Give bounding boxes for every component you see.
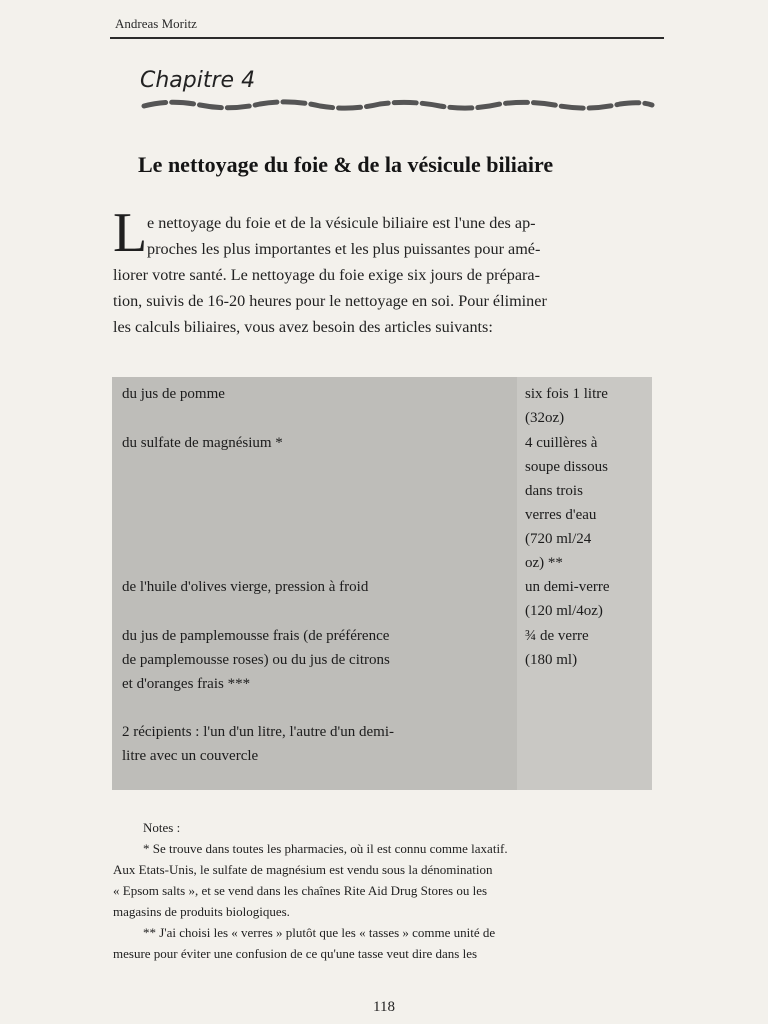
notes-section: [113, 817, 669, 964]
supply-quantity: [525, 624, 650, 672]
supply-quantity-line: un demi-verre: [525, 579, 610, 595]
supply-quantity-line: (120 ml/4oz): [525, 603, 603, 619]
supply-item-line: de l'huile d'olives vierge, pression à froid: [122, 579, 369, 595]
page-number: 118: [373, 999, 395, 1015]
supply-quantity-line: 4 cuillères à: [525, 435, 598, 451]
supply-quantity: [525, 575, 650, 623]
supply-item: [122, 624, 512, 696]
supply-item-line: du jus de pamplemousse frais (de préférence: [122, 628, 390, 644]
intro-line: tion, suivis de 16-20 heures pour le nettoyage en soi. Pour éliminer: [113, 292, 547, 310]
supply-item-line: 2 récipients : l'un d'un litre, l'autre d'un demi-: [122, 724, 394, 740]
chapter-ornament: [140, 97, 656, 113]
supply-item: [122, 382, 512, 406]
supply-item-line: du jus de pomme: [122, 386, 225, 402]
supply-quantity-line: dans trois: [525, 483, 583, 499]
chapter-label: Chapitre 4: [140, 68, 256, 93]
running-head: Andreas Moritz: [115, 16, 197, 31]
supply-quantity-line: (720 ml/24: [525, 531, 592, 547]
notes-heading: Notes :: [143, 820, 181, 835]
drop-cap: L: [113, 202, 148, 264]
supply-quantity-line: ¾ de verre: [525, 628, 589, 644]
intro-paragraph: [113, 202, 668, 340]
supply-quantity: [525, 382, 650, 430]
intro-line: proches les plus importantes et les plus puissantes pour amé-: [147, 240, 541, 258]
supply-quantity-line: (180 ml): [525, 652, 578, 668]
supply-item: [122, 431, 512, 455]
intro-line: les calculs biliaires, vous avez besoin des articles suivants:: [113, 318, 493, 336]
chapter-title: Le nettoyage du foie & de la vésicule biliaire: [138, 152, 554, 177]
supply-quantity-line: oz) **: [525, 555, 563, 571]
supply-item-line: du sulfate de magnésium *: [122, 435, 283, 451]
supply-quantity-line: verres d'eau: [525, 507, 597, 523]
supply-quantity-line: (32oz): [525, 410, 565, 426]
supply-quantity: [525, 431, 650, 575]
supply-item-line: litre avec un couvercle: [122, 748, 259, 764]
supplies-table: [112, 377, 652, 790]
supply-item: [122, 575, 512, 599]
supply-item-line: de pamplemousse roses) ou du jus de citrons: [122, 652, 390, 668]
intro-line: liorer votre santé. Le nettoyage du foie exige six jours de prépara-: [113, 266, 541, 284]
intro-line: e nettoyage du foie et de la vésicule biliaire est l'une des ap-: [147, 214, 536, 232]
supply-item: [122, 720, 512, 768]
note-line: ** J'ai choisi les « verres » plutôt que les « tasses » comme unité de: [143, 925, 496, 940]
header-rule: [110, 37, 664, 39]
note-line: mesure pour éviter une confusion de ce qu'une tasse veut dire dans les: [113, 946, 478, 961]
supply-quantity-line: soupe dissous: [525, 459, 608, 475]
note-line: magasins de produits biologiques.: [113, 904, 290, 919]
note-line: « Epsom salts », et se vend dans les chaînes Rite Aid Drug Stores ou les: [113, 883, 488, 898]
supply-item-line: et d'oranges frais ***: [122, 676, 251, 692]
note-line: Aux Etats-Unis, le sulfate de magnésium est vendu sous la dénomination: [113, 862, 493, 877]
supply-quantity-line: six fois 1 litre: [525, 386, 608, 402]
note-line: * Se trouve dans toutes les pharmacies, où il est connu comme laxatif.: [143, 841, 508, 856]
